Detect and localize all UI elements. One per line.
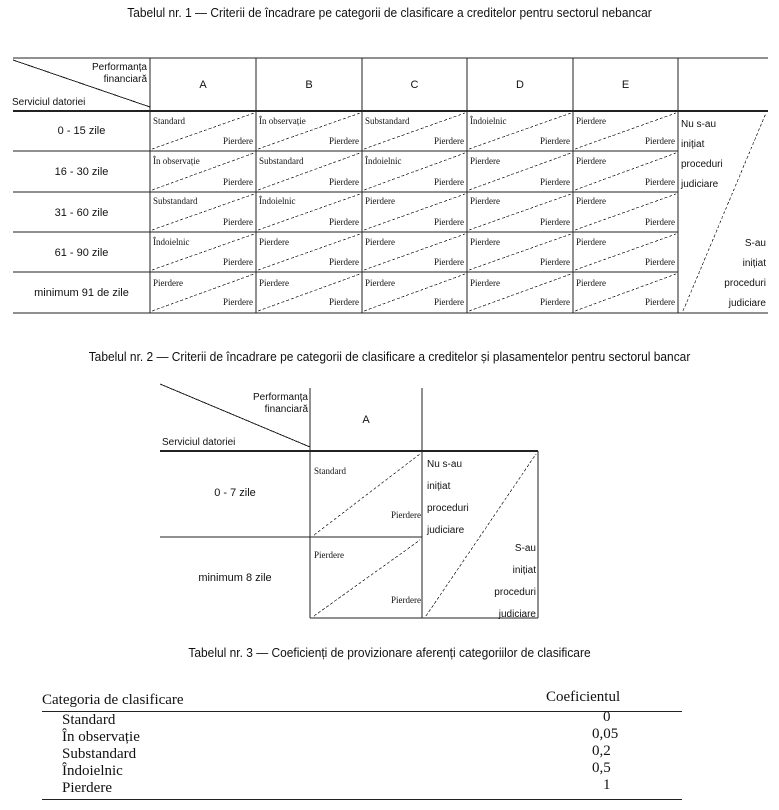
- table1-cell-category: Standard: [153, 116, 185, 126]
- table1-cell-secondary: Pierdere: [540, 177, 570, 187]
- table1-cell-category: Pierdere: [576, 196, 606, 206]
- table1-cell-category: Pierdere: [470, 237, 500, 247]
- table2-row-label: minimum 8 zile: [198, 572, 272, 584]
- table1-col-a: A: [199, 79, 207, 91]
- table1-col-c: C: [410, 79, 419, 91]
- table3-row-coefficient: 0,05: [592, 726, 619, 742]
- table1-cell-secondary: Pierdere: [645, 136, 675, 146]
- table1-cell-category: Pierdere: [576, 156, 606, 166]
- table2-side-proceedings: S-au inițiat proceduri judiciare: [494, 543, 536, 620]
- table1-cell-secondary: Pierdere: [434, 297, 464, 307]
- table3-row-category: Substandard: [62, 746, 137, 762]
- table1-row-label: 0 - 15 zile: [57, 125, 106, 137]
- table1-cell-secondary: Pierdere: [434, 217, 464, 227]
- table1-cell-category: Substandard: [365, 116, 410, 126]
- table1-cell-category: Pierdere: [365, 278, 395, 288]
- table1-side-proceedings: S-au inițiat proceduri judiciare: [724, 238, 766, 309]
- table1-cell-category: Pierdere: [576, 116, 606, 126]
- table1-col-d: D: [516, 79, 524, 91]
- table1-cell-category: Îndoielnic: [470, 116, 507, 126]
- table2-col-a: A: [362, 414, 370, 426]
- table1-side-no-proceedings: Nu s-au inițiat proceduri judiciare: [681, 119, 723, 190]
- table1-cell-category: Pierdere: [259, 237, 289, 247]
- table1-header-debt-service: Serviciul datoriei: [12, 97, 86, 108]
- table1-cell-category: Îndoielnic: [259, 196, 296, 206]
- table1-cell-category: Pierdere: [576, 237, 606, 247]
- table1-cell-secondary: Pierdere: [645, 257, 675, 267]
- table1-cell-category: Substandard: [259, 156, 304, 166]
- table3-row-coefficient: 1: [603, 777, 611, 793]
- table3-header-rule: [42, 711, 682, 712]
- table1-cell-secondary: Pierdere: [645, 177, 675, 187]
- table3-row-category: În observație: [62, 729, 140, 745]
- table3-row-category: Standard: [62, 712, 116, 728]
- table1-cell-category: Îndoielnic: [153, 237, 190, 247]
- table2-title: Tabelul nr. 2 — Criterii de încadrare pe categorii de clasificare a creditelor și plasamentelor pentru sectorul bancar: [88, 349, 691, 364]
- table1-cell-category: Pierdere: [365, 237, 395, 247]
- table1-cell-category: Îndoielnic: [365, 156, 402, 166]
- table1-cell-secondary: Pierdere: [434, 257, 464, 267]
- table1-cell-secondary: Pierdere: [645, 297, 675, 307]
- table3-header-coefficient: Coeficientul: [546, 689, 621, 705]
- table3-row-coefficient: 0: [603, 709, 611, 725]
- table1-row-label: 16 - 30 zile: [54, 166, 109, 178]
- table1-cell-category: În observație: [153, 156, 200, 166]
- table1-cell-secondary: Pierdere: [223, 217, 253, 227]
- table1-cell-secondary: Pierdere: [540, 217, 570, 227]
- table3-header-category: Categoria de clasificare: [42, 692, 184, 708]
- table3-row-coefficient: 0,5: [592, 760, 611, 776]
- table1-cell-secondary: Pierdere: [540, 136, 570, 146]
- table1-col-b: B: [305, 79, 313, 91]
- table1-cell-secondary: Pierdere: [223, 297, 253, 307]
- table1-cell-secondary: Pierdere: [540, 257, 570, 267]
- table1-cell-secondary: Pierdere: [540, 297, 570, 307]
- table1-header-performance: Performanța financiară: [91, 62, 147, 85]
- table1-row-label: minimum 91 de zile: [34, 287, 129, 299]
- table1-cell-secondary: Pierdere: [223, 257, 253, 267]
- table3-row-coefficient: 0,2: [592, 743, 611, 759]
- table1-cell-category: Pierdere: [470, 156, 500, 166]
- table1-cell-secondary: Pierdere: [329, 177, 359, 187]
- table1-cell-category: În observație: [259, 116, 306, 126]
- table1-row-label: 61 - 90 zile: [54, 247, 109, 259]
- table1-cell-category: Pierdere: [470, 278, 500, 288]
- table3-title: Tabelul nr. 3 — Coeficienți de provizionare aferenți categoriilor de clasificare: [188, 645, 591, 660]
- table1-cell-secondary: Pierdere: [329, 297, 359, 307]
- table2-cell-category: Standard: [314, 466, 346, 476]
- table1-cell-secondary: Pierdere: [223, 177, 253, 187]
- table1-row-label: 31 - 60 zile: [54, 207, 109, 219]
- table3-row-category: Îndoielnic: [62, 763, 123, 779]
- table2-row-label: 0 - 7 zile: [214, 487, 256, 499]
- table1-col-e: E: [621, 79, 630, 91]
- table1-title: Tabelul nr. 1 — Criterii de încadrare pe categorii de clasificare a creditelor pentru sectorul nebancar: [127, 5, 652, 20]
- table3-row-category: Pierdere: [62, 780, 112, 796]
- table2-header-performance: Performanța financiară: [252, 392, 308, 415]
- table1-cell-category: Substandard: [153, 196, 198, 206]
- table1-cell-secondary: Pierdere: [645, 217, 675, 227]
- table1-cell-secondary: Pierdere: [329, 217, 359, 227]
- table1-cell-secondary: Pierdere: [223, 136, 253, 146]
- table2-header-debt-service: Serviciul datoriei: [162, 437, 236, 448]
- table1-cell-category: Pierdere: [259, 278, 289, 288]
- table1-cell-secondary: Pierdere: [434, 177, 464, 187]
- table2-side-no-proceedings: Nu s-au inițiat proceduri judiciare: [427, 459, 469, 536]
- table1-cell-secondary: Pierdere: [329, 136, 359, 146]
- table1-cell-secondary: Pierdere: [329, 257, 359, 267]
- table2-cell-secondary: Pierdere: [391, 595, 421, 605]
- table2-cell-category: Pierdere: [314, 550, 344, 560]
- table1-cell-secondary: Pierdere: [434, 136, 464, 146]
- table1-cell-category: Pierdere: [470, 196, 500, 206]
- table1-cell-category: Pierdere: [576, 278, 606, 288]
- table1-cell-category: Pierdere: [153, 278, 183, 288]
- table1-cell-category: Pierdere: [365, 196, 395, 206]
- table3-bottom-rule: [42, 799, 682, 800]
- table2-cell-secondary: Pierdere: [391, 510, 421, 520]
